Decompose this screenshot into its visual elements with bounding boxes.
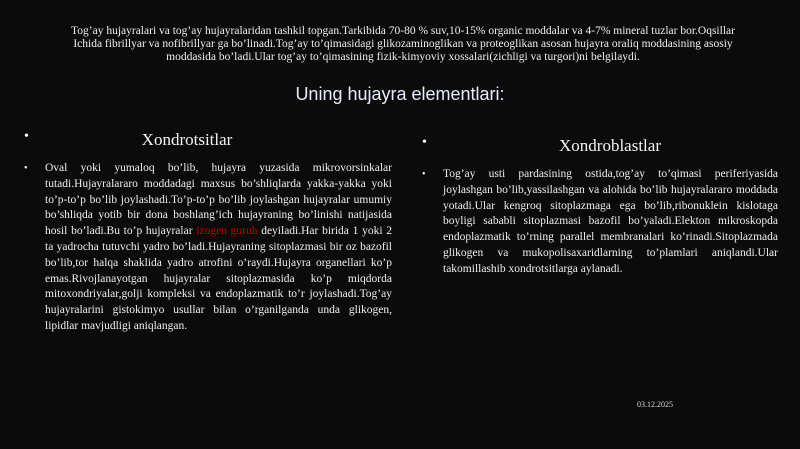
bullet-icon: • [422,135,427,150]
left-title-row [22,127,392,153]
left-text-before: Oval yoki yumaloq bo’lib, hujayra yuzasida mikrovorsinkalar tutadi.Hujayralararo moddadagi maxsus bo’shliqlarda yakka-yakka yoki to’p-to’p bo’lib joylashadi.To’p-to’p bo’lib joylashgan hujayralar umumiy bo’shliqda yotib bir dona boshlang’ich hujayraning bo’linishi natijasida hosil bo’ladi.Bu to’p hujayralar [45,162,392,238]
bullet-icon: • [24,163,28,174]
right-bullet-item [420,167,778,278]
left-column [22,127,392,335]
bullet-icon: • [422,169,426,180]
section-heading: Uning hujayra elementlari: [295,84,505,104]
highlight-term: izogen guruh [196,225,258,238]
slide-date: 03.12.2025 [637,400,673,409]
left-column-title: Xondrotsitlar [141,130,233,149]
left-bullet-item [22,161,392,335]
right-title-row [420,133,778,159]
intro-paragraph: Tog’ay hujayralari va tog’ay hujayralaridan tashkil topgan.Tarkibida 70-80 % suv,10-15% organic moddalar va 4-7% mineral tuzlar bor.Oqsillar Ichida fibrillyar va nofibrillyar ga bo’linadi.Tog’ay to’qimasidagi glikozaminoglikan va proteoglikan asosan hujayra oraliq moddasining asosiy moddasida bo’ladi.Ular tog’ay to’qimasining fizik-kimyoviy xossalari(zichligi va turgori)ni belgilaydi. [71,25,735,63]
left-item-text [45,161,392,335]
right-column-title: Xondroblastlar [559,136,661,155]
bullet-icon: • [24,129,29,144]
left-text-after: deyiladi.Har birida 1 yoki 2 ta yadrocha tutuvchi yadro bo’ladi.Hujayraning sitoplazmasi bir oz bazofil bo’lib,tor halqa shaklida yadro atrofini o’raydi.Hujayra organellari ko’p emas.Rivojlanayotgan hujayralar sitoplazmasida ko’p miqdorda mitoxondriyalar,golji kompleksi va endoplazmatik to’r joylashadi.Tog’ay hujayralarini gistokimyo usullar bilan o’rganilganda unda glikogen, lipidlar mavjudligi aniqlangan. [45,225,393,332]
right-item-text: Tog’ay usti pardasining ostida,tog’ay to’qimasi periferiyasida joylashgan bo’lib,yassilashgan va alohida bo’lib hujayralararo moddada yotadi.Ular kengroq sitoplazmaga ega bo’lib,ribonuklein kislotaga boyligi sababli sitoplazmasi bazofil bo’yaladi.Elekton mikroskopda endoplazmatik to’rning parallel membranalari ko’rinadi.Sitoplazmada glikogen va mukopolisaxaridlarning to’plamlari aniqlandi.Ular takomillashib xondrotsitlarga aylanadi. [443,168,778,275]
right-column [420,133,778,278]
